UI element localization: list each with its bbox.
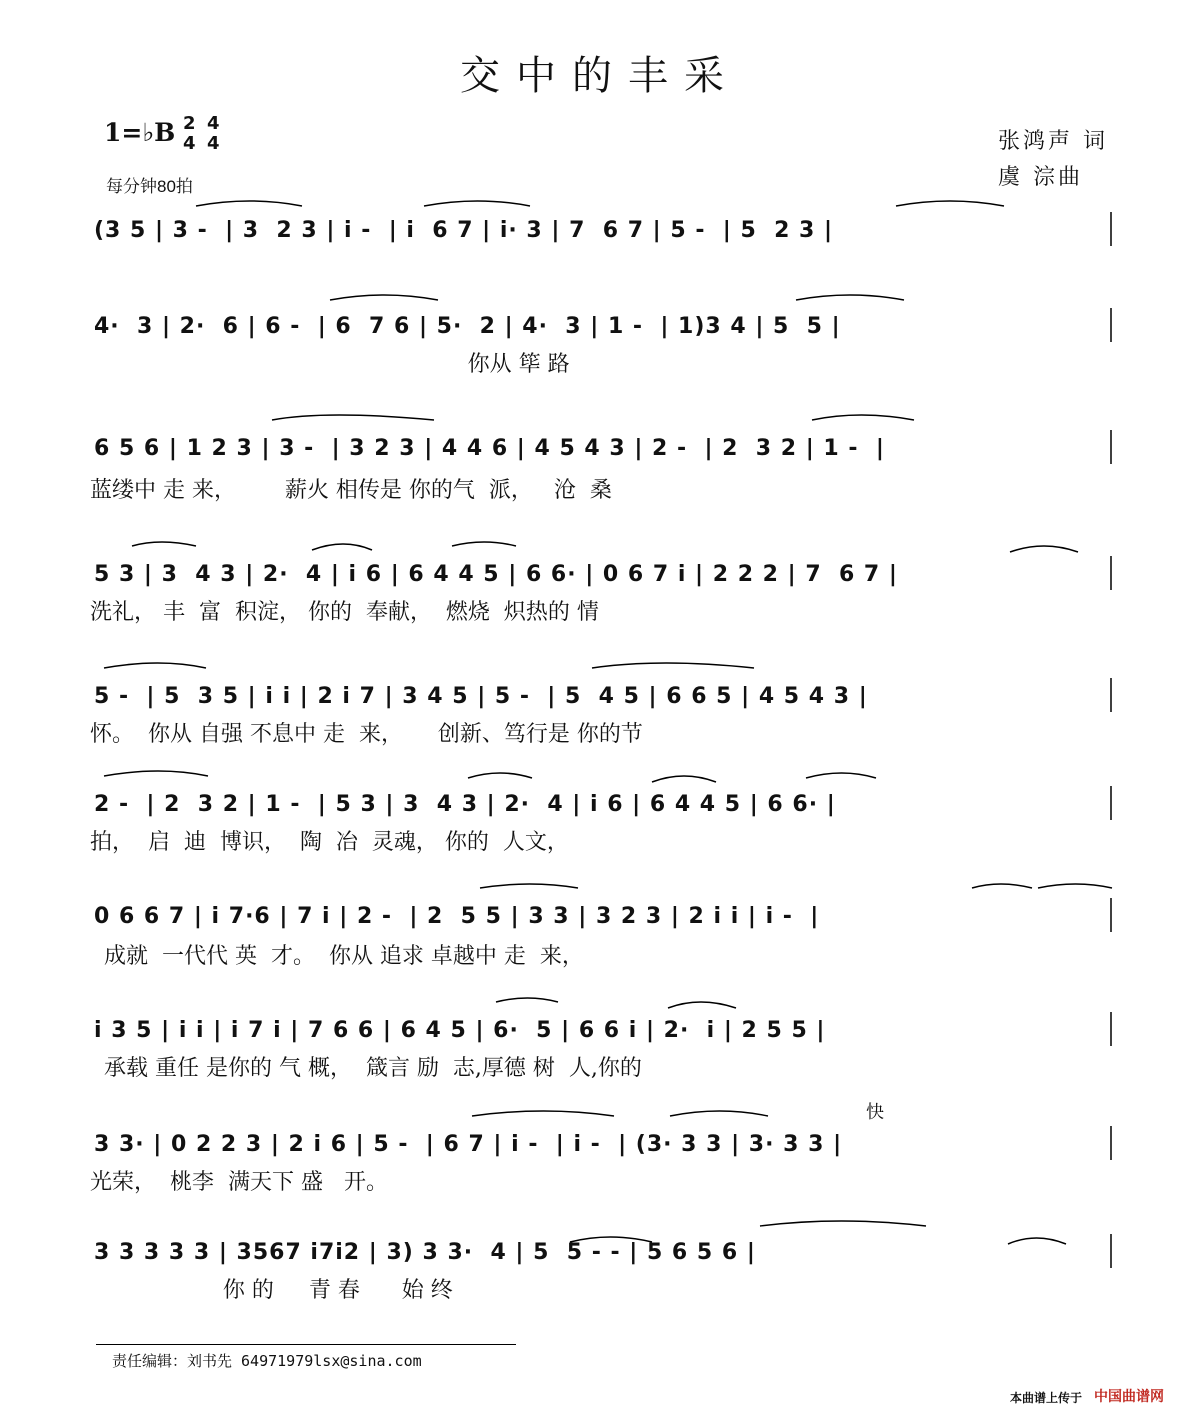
tie-row6-b	[468, 773, 532, 778]
tie-row9-b	[670, 1111, 768, 1116]
tie-row5-b	[592, 663, 754, 668]
tie-row3-b	[812, 415, 914, 420]
notes-row-4: 5 3 | 3 4 3 | 2· 4 | i 6 | 6 4 4 5 | 6 6· | 0 6 7 i | 2 2 2 | 7 6 7 |	[94, 562, 898, 587]
key-signature: 1=♭B	[104, 118, 176, 147]
tempo-change-marking: 快	[866, 1102, 884, 1123]
time-sig-a-top: 2	[183, 113, 196, 134]
tie-row6-a	[104, 771, 208, 776]
site-logo[interactable]: 中国曲谱网	[1094, 1389, 1164, 1405]
tie-row5-a	[104, 663, 206, 668]
footer-divider	[96, 1344, 516, 1345]
time-sig-b-bottom: 4	[207, 133, 220, 154]
lyrics-row-2: 你从 筚 路	[90, 352, 570, 377]
tie-row1-b	[424, 201, 530, 206]
tie-row10-a	[570, 1237, 652, 1242]
tie-row8-a	[496, 998, 558, 1002]
notes-row-6: 2 - | 2 3 2 | 1 - | 5 3 | 3 4 3 | 2· 4 | i 6 | 6 4 4 5 | 6 6· |	[94, 792, 836, 817]
lyrics-row-5: 怀。 你从 自强 不息中 走 来， 创新、笃行是 你的节	[90, 722, 643, 747]
notes-row-8: i 3 5 | i i | i 7 i | 7 6 6 | 6 4 5 | 6· 5 | 6 6 i | 2· i | 2 5 5 |	[94, 1018, 826, 1043]
tie-row4-a	[132, 542, 196, 546]
editor-footer: 责任编辑：刘书先 64971979lsx@sina.com	[112, 1352, 422, 1370]
lyrics-row-10: 你 的 青 春 始 终	[90, 1278, 453, 1303]
tie-row2-b	[796, 295, 904, 300]
lyrics-row-9: 光荣， 桃李 满天下 盛 开。	[90, 1170, 388, 1195]
tie-row6-d	[806, 773, 876, 778]
lyrics-row-8: 承载 重任 是你的 气 概， 箴言 励 志,厚德 树 人,你的	[90, 1056, 642, 1081]
lyricist-credit: 张鸿声 词	[998, 129, 1108, 154]
tie-row4-b	[312, 544, 372, 550]
tie-row3-a	[272, 415, 434, 420]
notes-row-1: (3 5 | 3 - | 3 2 3 | i - | i 6 7 | i· 3 | 7 6 7 | 5 - | 5 2 3 |	[94, 218, 834, 243]
tie-row4-d	[1010, 546, 1078, 552]
lyrics-row-3: 蓝缕中 走 来， 薪火 相传是 你的气 派， 沧 桑	[90, 478, 612, 503]
notes-row-9: 3 3· | 0 2 2 3 | 2 i 6 | 5 - | 6 7 | i - | i - | (3· 3 3 | 3· 3 3 |	[94, 1132, 843, 1157]
tie-row10-c	[1008, 1238, 1066, 1244]
tie-row8-b	[668, 1002, 736, 1008]
composer-credit: 虞 淙曲	[998, 165, 1083, 190]
tie-row2-a	[330, 295, 438, 300]
notes-row-5: 5 - | 5 3 5 | i i | 2 i 7 | 3 4 5 | 5 - | 5 4 5 | 6 6 5 | 4 5 4 3 |	[94, 684, 868, 709]
tie-row10-b	[760, 1221, 926, 1226]
tie-row4-c	[452, 542, 516, 546]
tie-row1-c	[896, 201, 1004, 206]
tie-row6-c	[652, 776, 716, 782]
tempo-marking: 每分钟80拍	[106, 177, 193, 196]
tie-row7-b	[972, 884, 1032, 888]
notes-row-7: 0 6 6 7 | i 7·6 | 7 i | 2 - | 2 5 5 | 3 3 | 3 2 3 | 2 i i | i - |	[94, 904, 820, 929]
upload-text: 本曲谱上传于	[1010, 1391, 1083, 1405]
lyrics-row-4: 洗礼， 丰 富 积淀， 你的 奉献， 燃烧 炽热的 情	[90, 600, 599, 625]
notes-row-10: 3 3 3 3 3 | 3567 i7i2 | 3) 3 3· 4 | 5 5 - - | 5 6 5 6 |	[94, 1240, 756, 1265]
tie-row1-a	[196, 201, 302, 206]
lyrics-row-6: 拍， 启 迪 博识， 陶 冶 灵魂， 你的 人文，	[90, 830, 569, 855]
time-sig-b-top: 4	[207, 113, 220, 134]
score-title: 交中的丰采	[460, 53, 740, 99]
tie-row7-c	[1038, 884, 1112, 888]
tie-row7-a	[480, 884, 578, 888]
lyrics-row-7: 成就 一代代 英 才。 你从 追求 卓越中 走 来，	[90, 944, 584, 969]
tie-row9-a	[472, 1111, 614, 1116]
notes-row-3: 6 5 6 | 1 2 3 | 3 - | 3 2 3 | 4 4 6 | 4 5 4 3 | 2 - | 2 3 2 | 1 - |	[94, 436, 885, 461]
time-sig-a-bottom: 4	[183, 133, 196, 154]
notes-row-2: 4· 3 | 2· 6 | 6 - | 6 7 6 | 5· 2 | 4· 3 | 1 - | 1)3 4 | 5 5 |	[94, 314, 841, 339]
